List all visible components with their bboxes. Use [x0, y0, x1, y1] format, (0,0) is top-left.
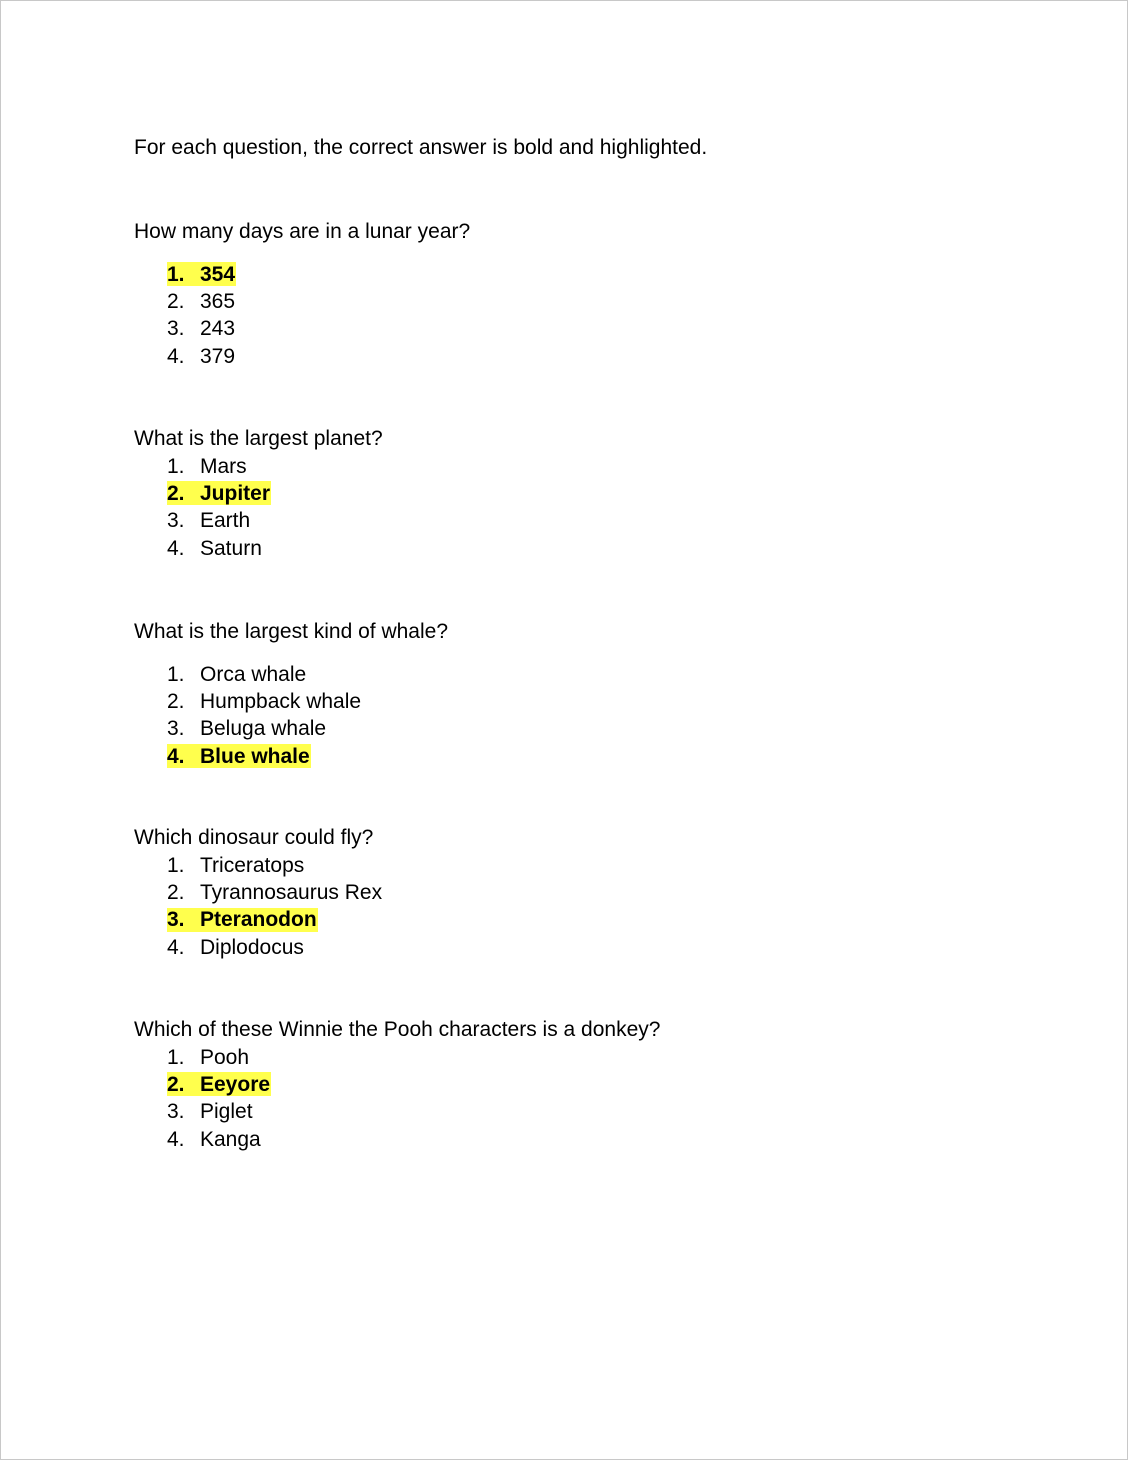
answer-number: 3. — [167, 717, 185, 741]
question-1 — [134, 219, 1034, 371]
answer-number: 2. — [167, 880, 185, 904]
answer-item — [134, 852, 1034, 879]
answer-item — [134, 453, 1034, 480]
answer-item — [134, 316, 1034, 343]
answer-number: 2. — [167, 1072, 185, 1096]
answer-item — [134, 934, 1034, 961]
question-text: Which of these Winnie the Pooh characters is a donkey? — [134, 1018, 661, 1041]
answer-label: Tyrannosaurus Rex — [200, 880, 383, 904]
answer-label: Pooh — [200, 1045, 250, 1069]
answer-label: Beluga whale — [200, 717, 327, 741]
answer-label: Earth — [200, 509, 251, 533]
answer-label: 365 — [200, 289, 236, 313]
answer-number: 2. — [167, 689, 185, 713]
answer-item-correct — [134, 480, 1034, 507]
answer-label: Mars — [200, 454, 247, 478]
answer-item — [134, 1044, 1034, 1071]
question-text: How many days are in a lunar year? — [134, 220, 471, 243]
answer-label: Humpback whale — [200, 689, 362, 713]
answer-label: 243 — [200, 317, 236, 341]
question-3 — [134, 619, 1034, 771]
intro-text: For each question, the correct answer is bold and highlighted. — [134, 136, 708, 159]
question-5 — [134, 1017, 1034, 1154]
answer-label: Eeyore — [200, 1072, 271, 1096]
answer-number: 1. — [167, 262, 185, 286]
question-2 — [134, 426, 1034, 563]
answer-number: 2. — [167, 289, 185, 313]
answer-number: 4. — [167, 1127, 185, 1151]
question-text: What is the largest kind of whale? — [134, 620, 448, 643]
answer-list — [134, 453, 1034, 563]
answer-item-correct — [134, 1071, 1034, 1098]
answer-number: 3. — [167, 908, 185, 932]
answer-item-correct — [134, 907, 1034, 934]
answer-list — [134, 1044, 1034, 1154]
answer-list — [134, 661, 1034, 771]
answer-number: 4. — [167, 744, 185, 768]
answer-item — [134, 1099, 1034, 1126]
answer-label: Orca whale — [200, 662, 307, 686]
answer-item — [134, 688, 1034, 715]
answer-number: 3. — [167, 317, 185, 341]
answer-item — [134, 879, 1034, 906]
answer-label: Kanga — [200, 1127, 261, 1151]
answer-label: Triceratops — [200, 853, 305, 877]
answer-item — [134, 508, 1034, 535]
answer-label: 354 — [200, 262, 236, 286]
answer-item — [134, 288, 1034, 315]
answer-number: 1. — [167, 454, 185, 478]
answer-label: Saturn — [200, 536, 262, 560]
answer-item — [134, 535, 1034, 562]
answer-number: 4. — [167, 344, 185, 368]
answer-item — [134, 716, 1034, 743]
answer-label: Blue whale — [200, 744, 310, 768]
answer-label: Piglet — [200, 1100, 253, 1124]
question-text: Which dinosaur could fly? — [134, 826, 374, 849]
answer-number: 4. — [167, 536, 185, 560]
answer-item — [134, 661, 1034, 688]
answer-number: 2. — [167, 481, 185, 505]
answer-number: 1. — [167, 662, 185, 686]
answer-item — [134, 1126, 1034, 1153]
answer-number: 3. — [167, 1100, 185, 1124]
answer-item-correct — [134, 743, 1034, 770]
answer-list — [134, 852, 1034, 962]
answer-label: 379 — [200, 344, 236, 368]
answer-number: 1. — [167, 853, 185, 877]
answer-label: Jupiter — [200, 481, 271, 505]
question-text: What is the largest planet? — [134, 427, 383, 450]
answer-item — [134, 343, 1034, 370]
answer-number: 3. — [167, 509, 185, 533]
answer-number: 1. — [167, 1045, 185, 1069]
answer-number: 4. — [167, 935, 185, 959]
answer-item-correct — [134, 261, 1034, 288]
answer-label: Diplodocus — [200, 935, 304, 959]
answer-list — [134, 261, 1034, 371]
question-4 — [134, 825, 1034, 962]
answer-label: Pteranodon — [200, 908, 317, 932]
